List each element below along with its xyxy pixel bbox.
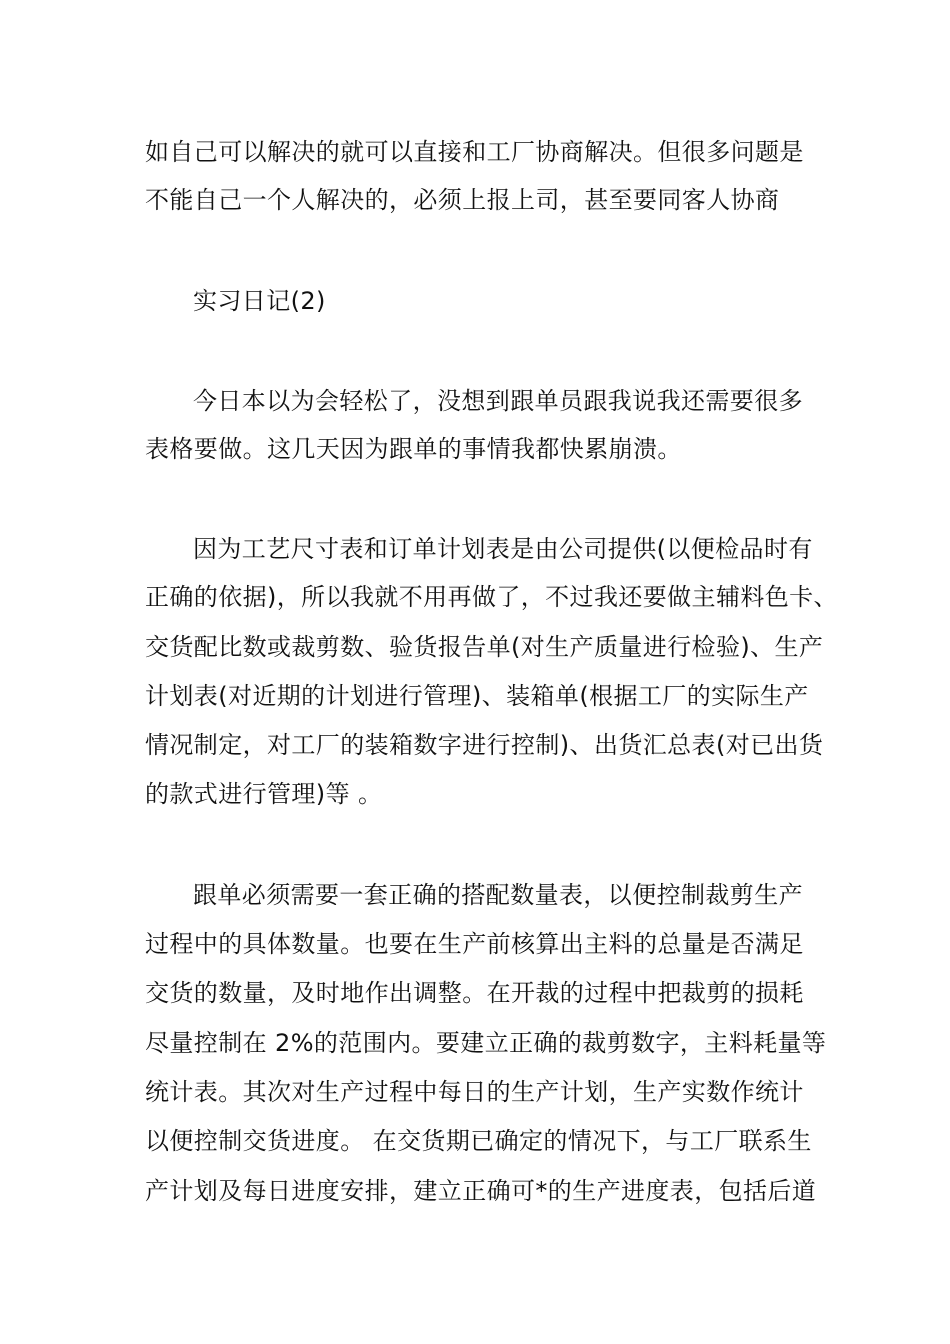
paragraph-line: 的款式进行管理)等 。: [145, 780, 383, 808]
paragraph-line: 因为工艺尺寸表和订单计划表是由公司提供(以便检品时有: [193, 535, 813, 563]
paragraph-line: 今日本以为会轻松了，没想到跟单员跟我说我还需要很多: [193, 387, 803, 415]
paragraph-line: 计划表(对近期的计划进行管理)、装箱单(根据工厂的实际生产: [145, 682, 809, 710]
paragraph-line: 尽量控制在 2%的范围内。要建立正确的裁剪数字，主料耗量等: [145, 1029, 827, 1057]
paragraph-line: 以便控制交货进度。 在交货期已确定的情况下，与工厂联系生: [145, 1127, 812, 1155]
paragraph-line: 如自己可以解决的就可以直接和工厂协商解决。但很多问题是: [145, 138, 804, 166]
paragraph-line: 交货配比数或裁剪数、验货报告单(对生产质量进行检验)、生产: [145, 633, 824, 661]
paragraph-line: 交货的数量，及时地作出调整。在开裁的过程中把裁剪的损耗: [145, 979, 804, 1007]
paragraph-line: 表格要做。这几天因为跟单的事情我都快累崩溃。: [145, 435, 682, 463]
paragraph-line: 不能自己一个人解决的，必须上报上司，甚至要同客人协商: [145, 186, 780, 214]
section-heading: 实习日记(2): [193, 287, 326, 315]
paragraph-line: 过程中的具体数量。也要在生产前核算出主料的总量是否满足: [145, 930, 804, 958]
paragraph-line: 情况制定，对工厂的装箱数字进行控制)、出货汇总表(对已出货: [145, 731, 824, 759]
paragraph-line: 正确的依据)，所以我就不用再做了，不过我还要做主辅料色卡、: [145, 583, 838, 611]
paragraph-line: 统计表。其次对生产过程中每日的生产计划，生产实数作统计: [145, 1078, 804, 1106]
paragraph-line: 产计划及每日进度安排，建立正确可*的生产进度表，包括后道: [145, 1177, 817, 1205]
paragraph-line: 跟单必须需要一套正确的搭配数量表，以便控制裁剪生产: [193, 881, 803, 909]
